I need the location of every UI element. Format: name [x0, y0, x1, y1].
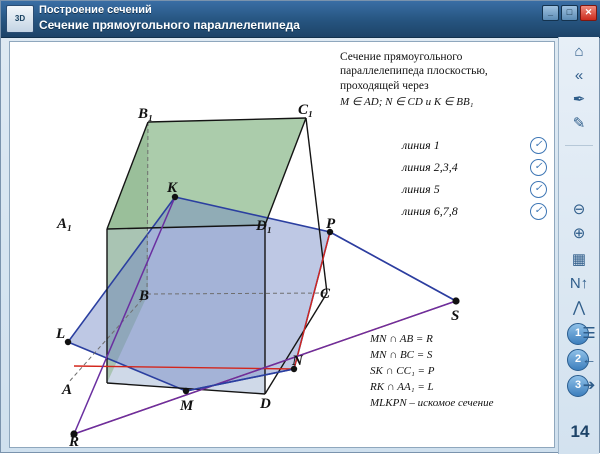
formula-line-5: MLKPN – искомое сечение [370, 396, 494, 409]
line-item-2-label: линия 2,3,4 [402, 159, 458, 174]
close-button[interactable]: ✕ [580, 5, 597, 21]
notes-icon[interactable]: N↑ [569, 274, 589, 292]
window-controls [542, 5, 597, 21]
task-description [340, 50, 535, 110]
line-item-2[interactable] [402, 156, 547, 178]
rewind-icon[interactable]: « [574, 66, 584, 84]
formula-line-1: MN ∩ AB = R [370, 333, 433, 345]
svg-text:B₁: B₁ [138, 106, 154, 122]
line-item-3[interactable] [402, 178, 547, 200]
list-icon[interactable]: ☰ [582, 325, 596, 342]
formula-line-2: MN ∩ BC = S [370, 348, 433, 361]
pen-icon[interactable]: ✒ [572, 91, 586, 108]
check-circle-icon[interactable]: ✓ [530, 203, 547, 220]
svg-text:C₁: C₁ [298, 102, 314, 118]
svg-text:R: R [69, 434, 80, 447]
svg-text:K: K [167, 180, 178, 196]
svg-text:M: M [180, 398, 194, 414]
formula-line-4: RK ∩ AA₁ = L [370, 380, 434, 393]
svg-text:L: L [56, 326, 66, 342]
home-icon[interactable]: ⌂ [574, 42, 584, 60]
step-3-button[interactable]: 3 [567, 375, 589, 397]
check-circle-icon[interactable]: ✓ [530, 181, 547, 198]
page-number: 14 [570, 422, 590, 441]
formula-line-3: SK ∩ CC₁ = P [370, 364, 435, 377]
chart-icon[interactable]: ⋀ [572, 299, 586, 316]
forward-icon[interactable]: ➔ [582, 377, 596, 394]
formula-block [370, 332, 545, 412]
drawing-canvas[interactable] [9, 41, 555, 448]
line-item-1[interactable] [402, 134, 547, 156]
step-2-button[interactable]: 2 [567, 349, 589, 371]
svg-text:A₁: A₁ [57, 216, 73, 232]
app-icon: 3D [6, 5, 34, 33]
eraser-icon[interactable]: ✎ [572, 115, 586, 132]
lines-list [402, 134, 547, 222]
maximize-button[interactable]: □ [561, 5, 578, 21]
zoom-in-icon[interactable]: ⊕ [572, 225, 586, 242]
svg-text:B: B [139, 288, 150, 304]
check-circle-icon[interactable]: ✓ [530, 137, 547, 154]
svg-text:P: P [326, 216, 336, 232]
toolbar-divider-1 [565, 145, 593, 146]
title-bar [1, 1, 600, 38]
line-item-4[interactable] [402, 200, 547, 222]
grid-icon[interactable]: ▦ [571, 251, 587, 268]
line-item-1-label: линия 1 [402, 137, 440, 152]
svg-text:D₁: D₁ [256, 218, 273, 234]
window-title-primary: Построение сечений [39, 4, 152, 16]
window-title-secondary: Сечение прямоугольного параллелепипеда [39, 18, 300, 32]
line-item-4-label: линия 6,7,8 [402, 203, 458, 218]
line-item-3-label: линия 5 [402, 181, 440, 196]
svg-text:C: C [320, 286, 331, 302]
step-1-button[interactable]: 1 [567, 323, 589, 345]
svg-text:D: D [260, 396, 271, 412]
task-condition: M ∈ AD; N ∈ CD и K ∈ BB₁ [340, 96, 474, 109]
svg-text:A: A [62, 382, 73, 398]
back-icon[interactable]: ← [581, 350, 597, 368]
right-toolbar [558, 37, 599, 454]
minimize-button[interactable]: _ [542, 5, 559, 21]
task-text-body: Сечение прямоугольного параллелепипеда плоскостью, проходящей через [340, 51, 488, 92]
svg-text:S: S [451, 308, 460, 324]
check-circle-icon[interactable]: ✓ [530, 159, 547, 176]
svg-text:N: N [292, 353, 303, 369]
zoom-out-icon[interactable]: ⊖ [572, 201, 586, 218]
